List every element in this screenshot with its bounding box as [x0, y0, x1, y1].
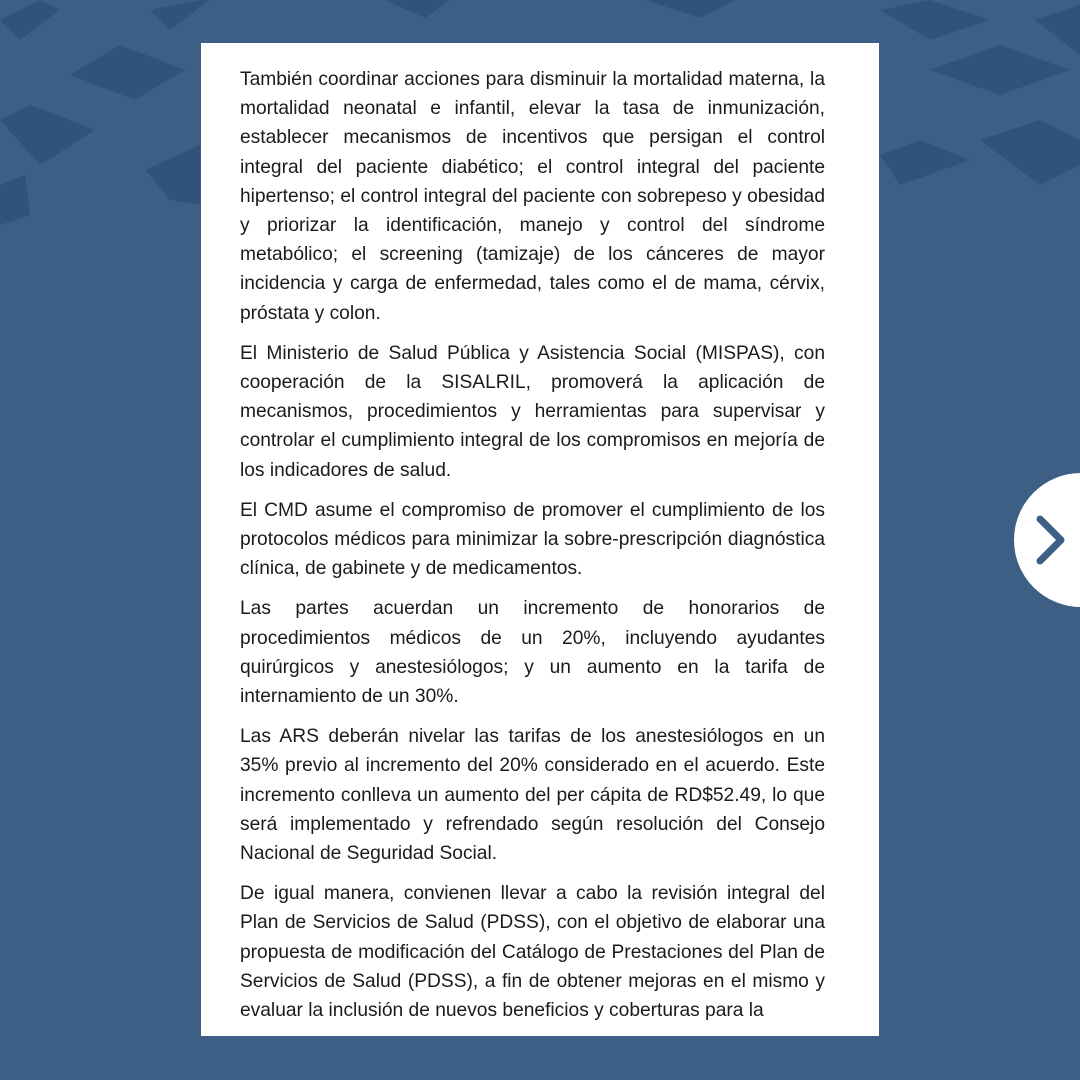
chevron-right-icon [1034, 514, 1068, 566]
paragraph-1: También coordinar acciones para disminuir la mortalidad materna, la mortalidad neonatal e infantil, elevar la tasa de inmunización, establecer mecanismos de incentivos que persigan el control integral del paciente diabético; el control integral del paciente hipertenso; el control integral del paciente con sobrepeso y obesidad y priorizar la identificación, manejo y control del síndrome metabólico; el screening (tamizaje) de los cánceres de mayor incidencia y carga de enfermedad, tales como el de mama, cérvix, próstata y colon. [240, 69, 825, 324]
paragraph-2: El Ministerio de Salud Pública y Asistencia Social (MISPAS), con cooperación de la SISALRIL, promoverá la aplicación de mecanismos, procedimientos y herramientas para supervisar y controlar el cumplimiento integral de los compromisos en mejoría de los indicadores de salud. [240, 342, 825, 481]
paragraph-6: De igual manera, convienen llevar a cabo la revisión integral del Plan de Servicios de Salud (PDSS), con el objetivo de elaborar una propuesta de modificación del Catálogo de Prestaciones del Plan de Servicios de Salud (PDSS), a fin de obtener mejoras en el mismo y evaluar la inclusión de nuevos beneficios y coberturas para la [240, 883, 825, 1022]
paragraph-5: Las ARS deberán nivelar las tarifas de los anestesiólogos en un 35% previo al incremento del 20% considerado en el acuerdo. Este incremento conlleva un aumento del per cápita de RD$52.49, lo que será implementado y refrendado según resolución del Consejo Nacional de Seguridad Social. [240, 726, 825, 865]
paragraph-3: El CMD asume el compromiso de promover el cumplimiento de los protocolos médicos para minimizar la sobre-prescripción diagnóstica clínica, de gabinete y de medicamentos. [240, 499, 825, 580]
paragraph-4: Las partes acuerdan un incremento de honorarios de procedimientos médicos de un 20%, incluyendo ayudantes quirúrgicos y anestesiólogos; y un aumento en la tarifa de internamiento de un 30%. [240, 598, 825, 708]
document-page [201, 43, 879, 1036]
